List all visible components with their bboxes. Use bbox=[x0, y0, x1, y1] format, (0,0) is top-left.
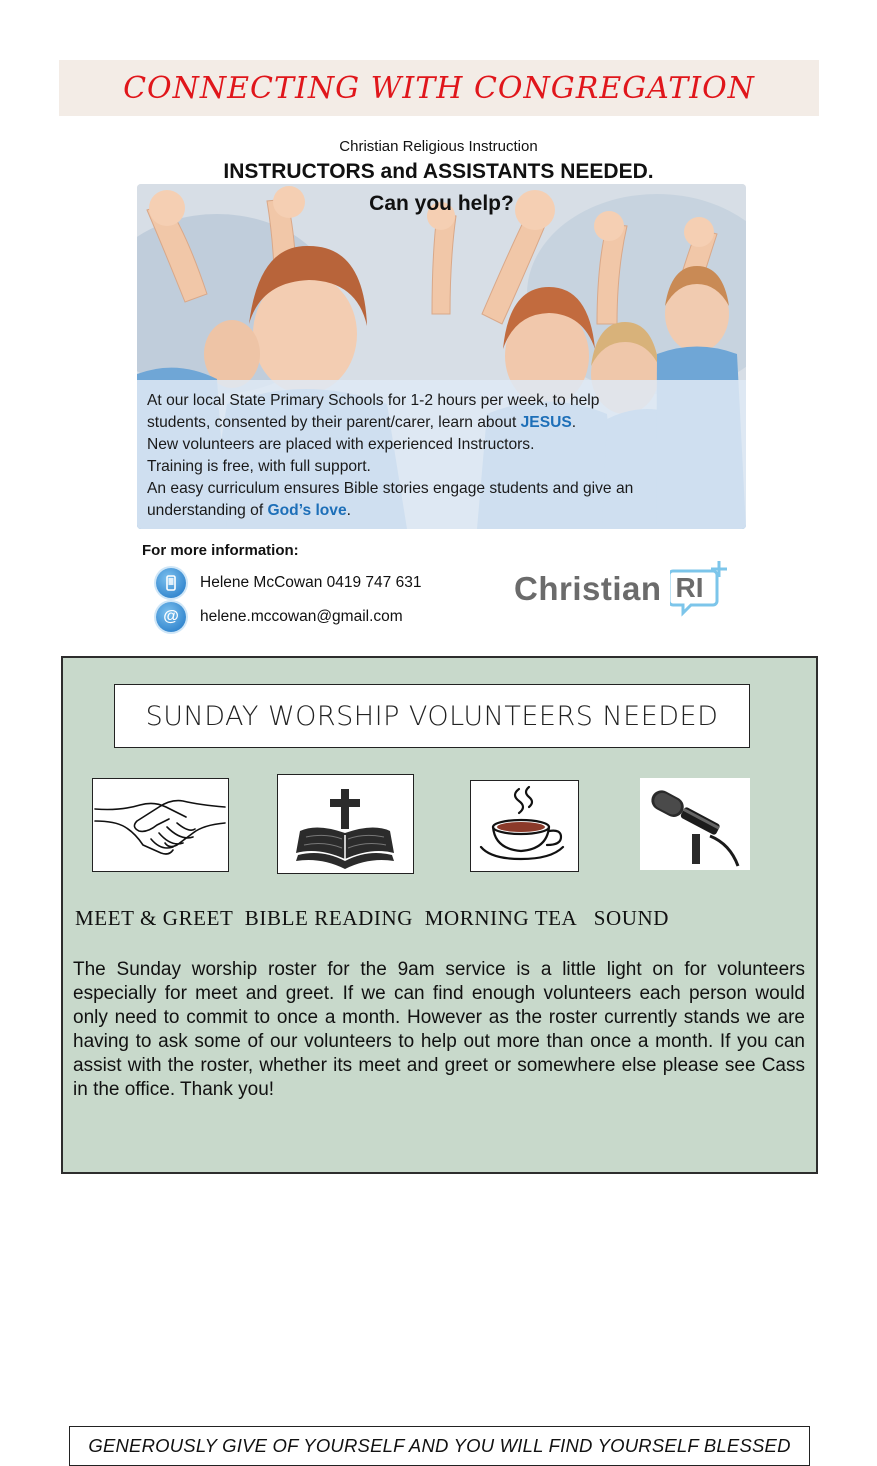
closing-message: GENEROUSLY GIVE OF YOURSELF AND YOU WILL FIND YOURSELF BLESSED bbox=[88, 1435, 791, 1456]
children-raising-hands-photo bbox=[137, 184, 746, 529]
flyer-line: Training is free, with full support. bbox=[147, 458, 371, 475]
phone-contact-text: Helene McCowan 0419 747 631 bbox=[200, 574, 422, 591]
logo-ri-mark bbox=[670, 561, 728, 617]
flyer-line: understanding of God’s love. bbox=[147, 502, 352, 519]
flyer-line: At our local State Primary Schools for 1-2 hours per week, to help bbox=[147, 392, 600, 409]
worship-title-box bbox=[114, 684, 750, 748]
closing-message-box bbox=[69, 1426, 810, 1466]
phone-contact bbox=[156, 567, 421, 599]
flyer-question: Can you help? bbox=[369, 192, 514, 215]
worship-title: SUNDAY WORSHIP VOLUNTEERS NEEDED bbox=[145, 700, 719, 732]
handshake-icon bbox=[92, 778, 229, 872]
teacup-icon bbox=[470, 780, 579, 872]
jesus-highlight: JESUS bbox=[520, 414, 572, 431]
microphone-icon bbox=[640, 778, 750, 870]
worship-volunteers-panel bbox=[61, 656, 818, 1456]
logo-ri-text: RI bbox=[675, 572, 704, 603]
more-info-label: For more information: bbox=[142, 542, 299, 559]
flyer-line: An easy curriculum ensures Bible stories engage students and give an bbox=[147, 480, 634, 497]
email-contact bbox=[156, 601, 403, 633]
section-header-banner bbox=[59, 60, 819, 116]
christian-ri-logo bbox=[514, 556, 728, 622]
flyer-line: New volunteers are placed with experienced Instructors. bbox=[147, 436, 535, 453]
flyer-subtitle: Christian Religious Instruction bbox=[339, 138, 538, 155]
flyer-title: INSTRUCTORS and ASSISTANTS NEEDED. bbox=[223, 160, 654, 183]
bible-cross-icon bbox=[277, 774, 414, 874]
phone-icon bbox=[156, 568, 186, 598]
volunteer-roles-line: MEET & GREET BIBLE READING MORNING TEA SOUND bbox=[75, 906, 670, 930]
email-contact-text[interactable]: helene.mccowan@gmail.com bbox=[200, 608, 403, 625]
logo-word: Christian bbox=[514, 570, 662, 607]
section-title: CONNECTING WITH CONGREGATION bbox=[123, 70, 755, 106]
flyer-description-panel bbox=[137, 380, 746, 529]
at-sign-icon: @ bbox=[156, 602, 186, 632]
flyer-line: students, consented by their parent/carer, learn about JESUS. bbox=[147, 414, 577, 431]
gods-love-highlight: God’s love bbox=[267, 502, 347, 519]
roster-description: The Sunday worship roster for the 9am service is a little light on for volunteers especially for meet and greet. If we can find enough volunteers each person would only need to commit to once a month. However as the roster currently stands we are having to ask some of our volunteers to help out more than once a month. If you can assist with the roster, whether its meet and greet or somewhere else please see Cass in the office. Thank you! bbox=[73, 959, 805, 1100]
